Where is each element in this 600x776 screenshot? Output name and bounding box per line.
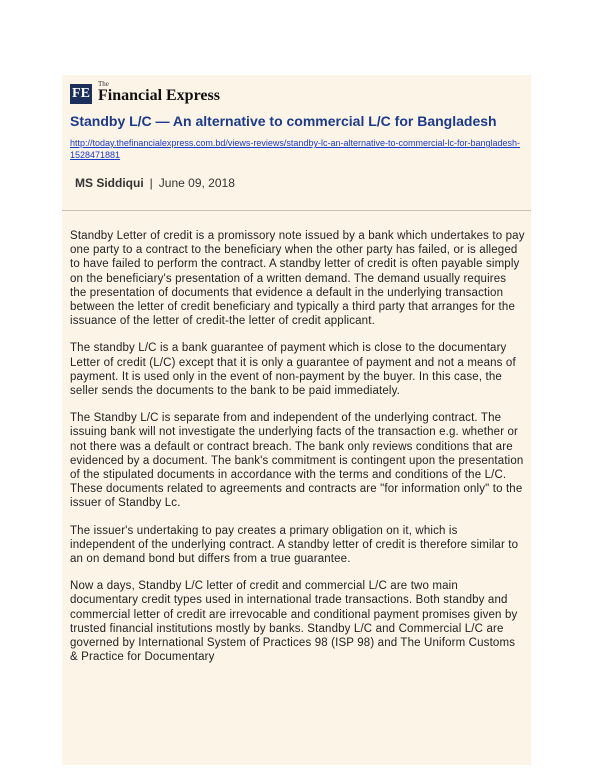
paragraph: Now a days, Standby L/C letter of credit and commercial L/C are two main documentary credit types used in international trade transactions. Both standby and commercial letter of credit are irrevocable and conditional payment promises given by trusted financial institutions mostly by banks. Standby L/C and Commercial L/C are governed by International System of Practices 98 (ISP 98) and The Uniform Customs & Practice for Documentary [70,580,518,664]
byline [75,176,235,190]
publish-date: June 09, 2018 [158,176,235,190]
paragraph: The standby L/C is a bank guarantee of payment which is close to the documentary Letter of credit (L/C) except that it is only a guarantee of payment and not a means of payment. It is used only in the event of non-payment by the buyer. In this case, the seller sends the documents to the bank to be paid immediately. [70,342,516,398]
article-headline: Standby L/C — An alternative to commercial L/C for Bangladesh [70,113,497,129]
header-divider [62,210,531,211]
fe-logo-icon: FE [70,84,92,104]
paragraph: The Standby L/C is separate from and independent of the underlying contract. The issuing bank will not investigate the underlying facts of the transaction e.g. whether or not there was a default or contract breach. The bank only reviews conditions that are evidenced by a document. The bank's commitment is contingent upon the presentation of the stipulated documents in accordance with the terms and conditions of the L/C. These documents related to agreements and contracts are "for information only" to the issuer of Standby Lc. [70,412,524,510]
author-name: MS Siddiqui [75,176,144,190]
article-body [70,229,525,677]
article-page [62,75,531,765]
masthead-the: The [98,80,109,88]
article-url-link[interactable]: http://today.thefinancialexpress.com.bd/views-reviews/standby-lc-an-alternative-to-commercial-lc-for-bangladesh-1528471881 [70,138,521,160]
paragraph: The issuer's undertaking to pay creates a primary obligation on it, which is independent of the underlying contract. A standby letter of credit is therefore similar to an on demand bond but differs from a true guarantee. [70,524,519,566]
byline-separator: | [149,176,153,190]
masthead-name: Financial Express [98,87,220,104]
paragraph: Standby Letter of credit is a promissory note issued by a bank which undertakes to pay one party to a contract to the beneficiary when the other party has failed, or is alleged to have failed to perform the contract. A standby letter of credit is often payable simply on the beneficiary's presentation of a written demand. The demand usually requires the presentation of documents that evidence a default in the underlying transaction between the letter of credit beneficiary and typically a third party that arranges for the issuance of the letter of credit-the letter of credit applicant. [70,230,525,328]
